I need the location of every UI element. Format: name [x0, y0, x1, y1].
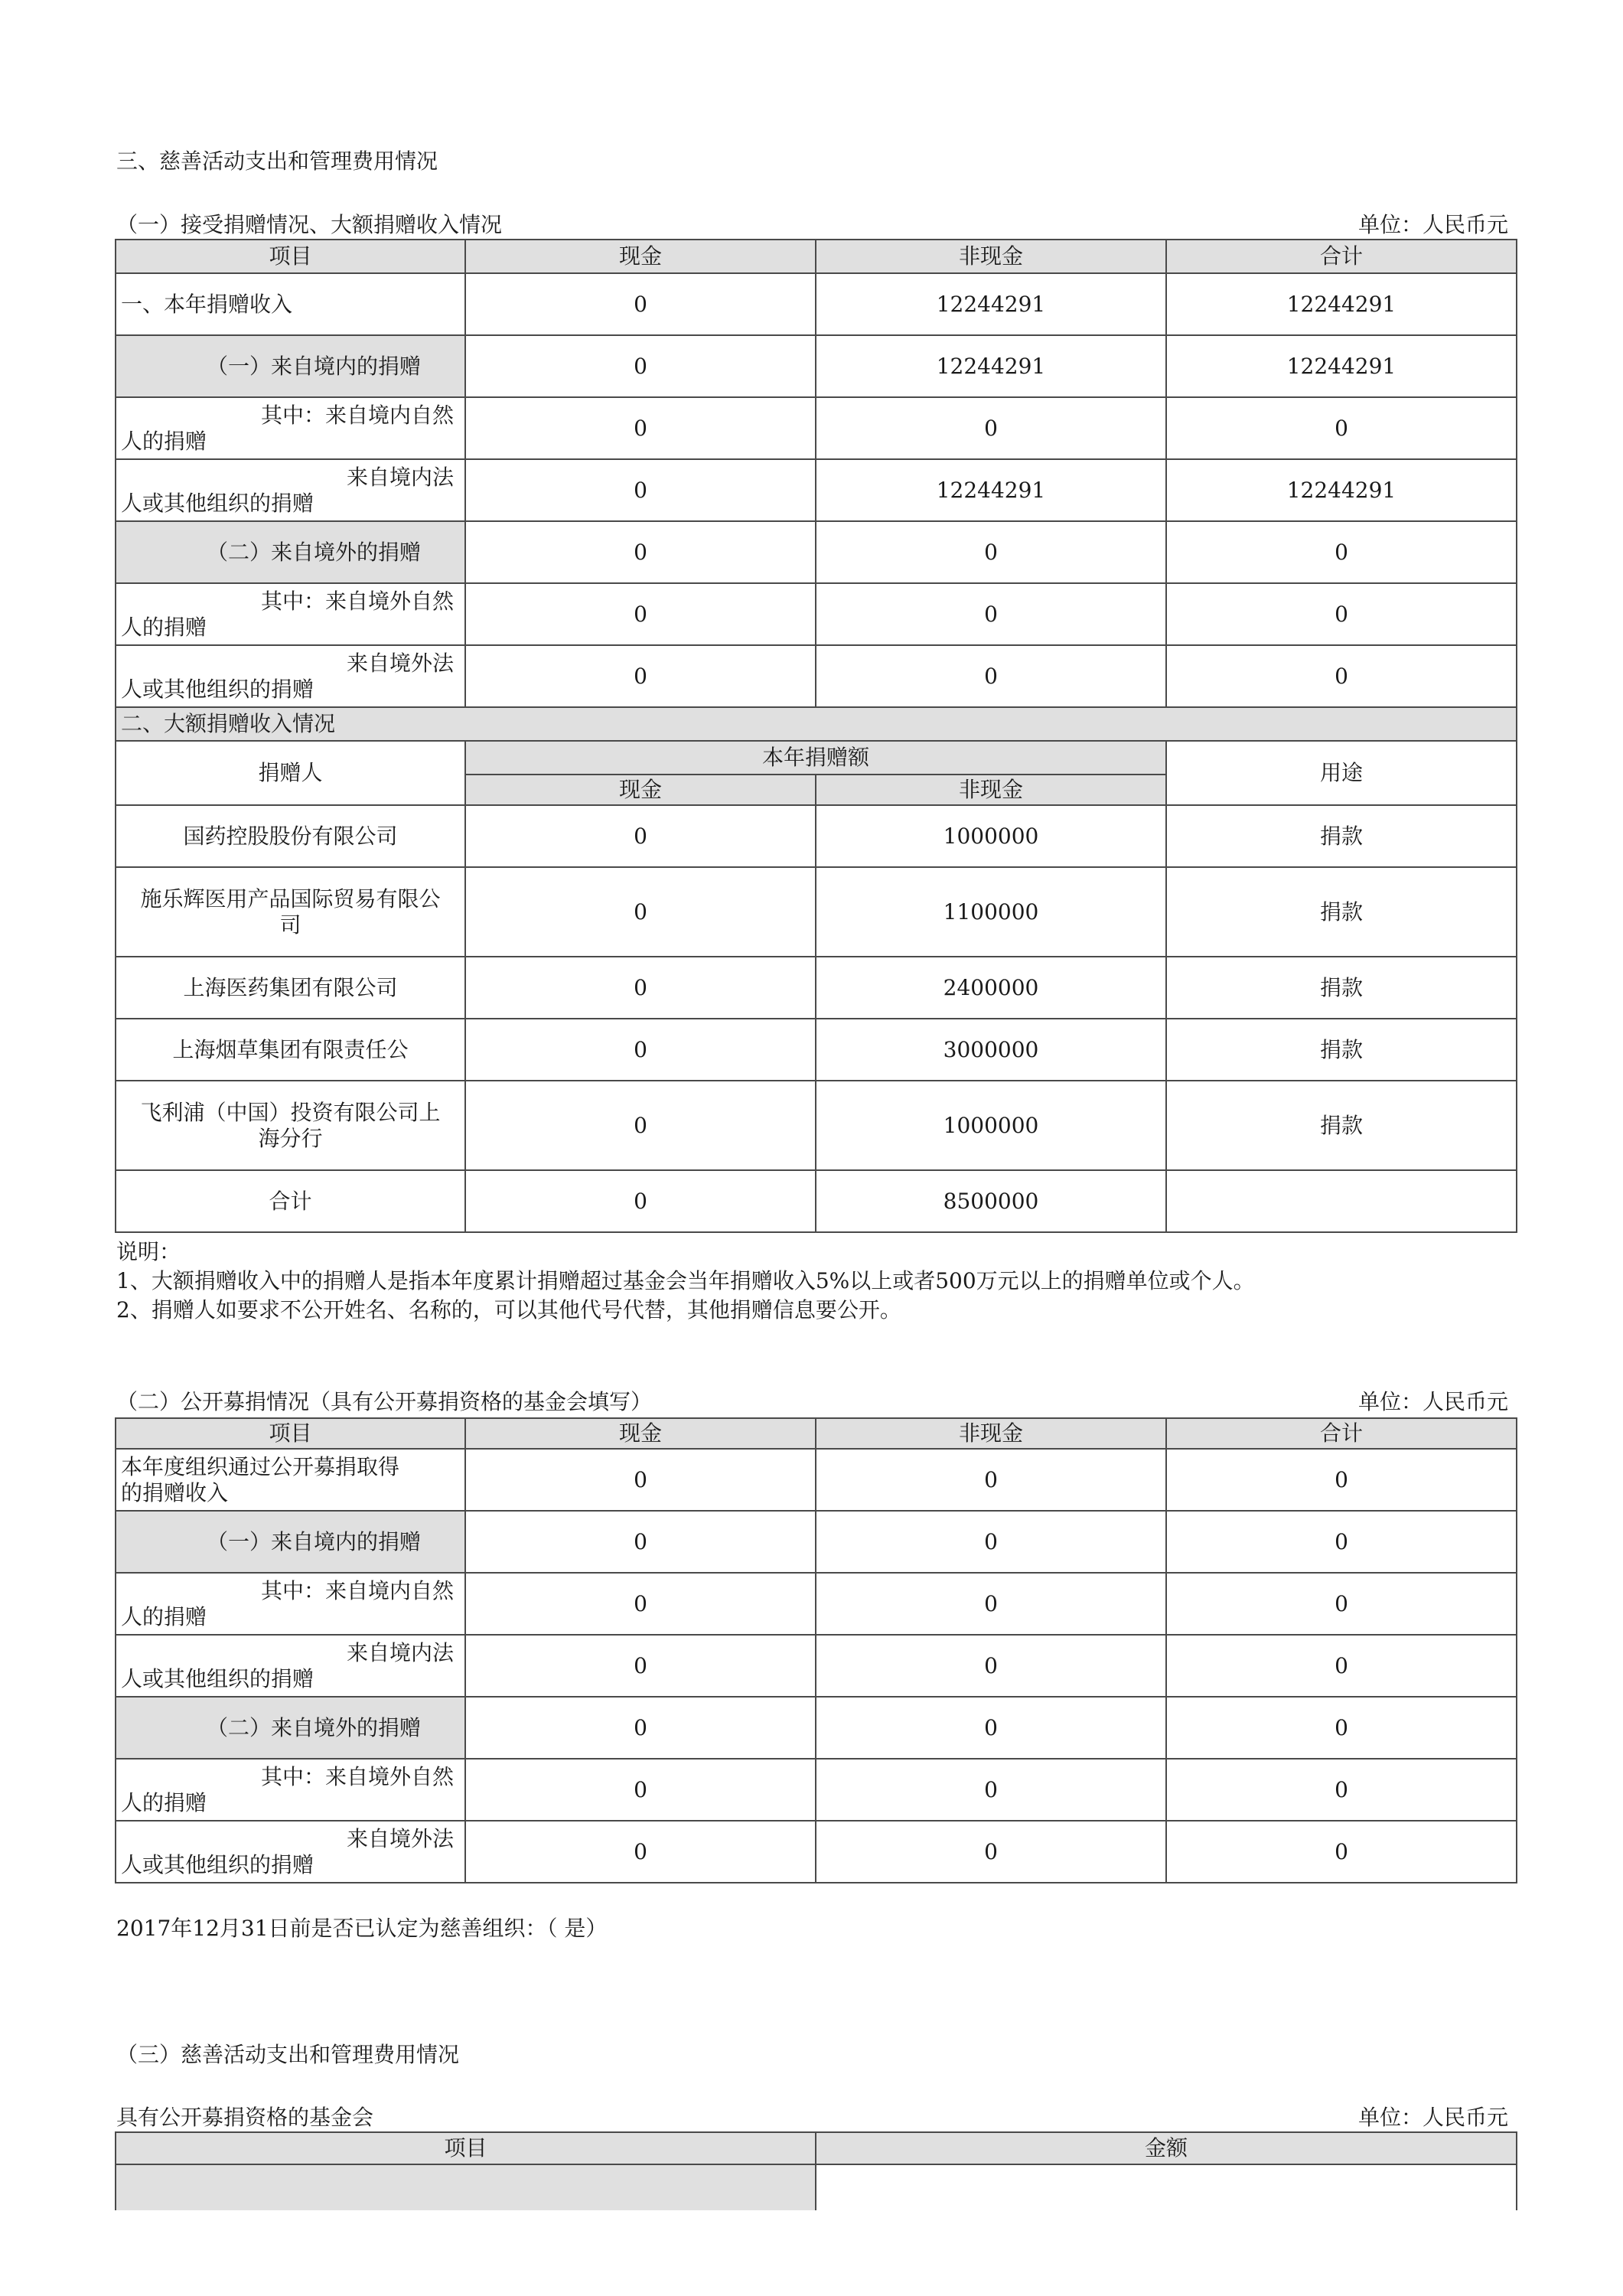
col-header-cash: 现金	[465, 1418, 816, 1449]
table-row	[116, 521, 1517, 583]
donor-noncash: 1000000	[816, 1081, 1166, 1170]
donor-cash: 0	[465, 957, 816, 1019]
cell-cash: 0	[465, 1759, 816, 1821]
large-donation-title: 二、大额捐赠收入情况	[116, 707, 1517, 741]
donor-use: 捐款	[1166, 1019, 1517, 1081]
table-header-row	[116, 1418, 1517, 1449]
row-label-split	[116, 1821, 465, 1883]
donor-total-label: 合计	[116, 1170, 465, 1232]
cell-noncash: 0	[816, 521, 1166, 583]
row-label-top: 其中：来自境内自然	[260, 402, 454, 428]
row-label-bottom: 人或其他组织的捐赠	[121, 490, 314, 516]
donor-noncash: 1000000	[816, 805, 1166, 867]
row-label-bottom: 人的捐赠	[121, 614, 207, 640]
donor-row	[116, 1019, 1517, 1081]
row-label-top: 来自境外法	[346, 1825, 454, 1851]
col-header-noncash: 非现金	[816, 240, 1166, 273]
donor-name: 飞利浦（中国）投资有限公司上海分行	[116, 1081, 465, 1170]
row-label-split	[116, 1449, 465, 1511]
cell-total: 0	[1166, 1511, 1517, 1573]
row-label-split	[116, 583, 465, 645]
cell-total: 0	[1166, 1635, 1517, 1697]
cell-cash: 0	[465, 273, 816, 335]
row-label-split	[116, 1635, 465, 1697]
table-header-row	[116, 2132, 1517, 2164]
col-header-item: 项目	[116, 240, 465, 273]
cell-total: 0	[1166, 1697, 1517, 1759]
cell-total: 12244291	[1166, 459, 1517, 521]
row-label-top: 来自境内法	[346, 464, 454, 490]
donor-row	[116, 957, 1517, 1019]
table-row	[116, 583, 1517, 645]
cell-noncash: 12244291	[816, 335, 1166, 397]
donor-cash: 0	[465, 1019, 816, 1081]
row-label-bottom: 人的捐赠	[121, 1603, 207, 1629]
donor-cash: 0	[465, 1081, 816, 1170]
notes-title: 说明：	[116, 1239, 181, 1264]
col-header-use: 用途	[1166, 741, 1517, 805]
donor-cash: 0	[465, 867, 816, 957]
donor-name: 上海医药集团有限公司	[116, 957, 465, 1019]
part1-unit: 单位：人民币元	[1357, 212, 1508, 237]
table-row	[116, 1573, 1517, 1635]
row-label-split	[116, 397, 465, 459]
cell-total: 0	[1166, 397, 1517, 459]
donor-name: 施乐辉医用产品国际贸易有限公司	[116, 867, 465, 957]
row-label-split	[116, 459, 465, 521]
cell-amount	[816, 2164, 1517, 2210]
cell-total: 12244291	[1166, 273, 1517, 335]
row-label-split	[116, 1573, 465, 1635]
col-header-cash: 现金	[465, 240, 816, 273]
row-label-bottom: 人的捐赠	[121, 428, 207, 454]
cell-noncash: 0	[816, 1573, 1166, 1635]
section-title: 三、慈善活动支出和管理费用情况	[116, 148, 438, 174]
cell-total: 0	[1166, 1449, 1517, 1511]
cell-noncash: 0	[816, 1759, 1166, 1821]
donor-cash: 0	[465, 805, 816, 867]
cell-cash: 0	[465, 521, 816, 583]
cell-total: 12244291	[1166, 335, 1517, 397]
cell-total: 0	[1166, 1821, 1517, 1883]
part1-title: （一）接受捐赠情况、大额捐赠收入情况	[116, 212, 503, 237]
cell-total: 0	[1166, 645, 1517, 707]
table-row	[116, 335, 1517, 397]
col-header-item: 项目	[116, 1418, 465, 1449]
row-label-top: 来自境内法	[346, 1639, 454, 1665]
table-row	[116, 397, 1517, 459]
cell-noncash: 12244291	[816, 273, 1166, 335]
table-row	[116, 645, 1517, 707]
row-label: （一）来自境内的捐赠	[116, 1511, 465, 1573]
donor-row	[116, 867, 1517, 957]
note-2: 2、捐赠人如要求不公开姓名、名称的，可以其他代号代替，其他捐赠信息要公开。	[116, 1297, 901, 1322]
cell-noncash: 0	[816, 1511, 1166, 1573]
cell-cash: 0	[465, 1449, 816, 1511]
large-donation-section-row	[116, 707, 1517, 741]
row-label	[116, 2164, 816, 2210]
cell-noncash: 0	[816, 583, 1166, 645]
row-label: （一）来自境内的捐赠	[116, 335, 465, 397]
cell-total: 0	[1166, 521, 1517, 583]
col-header-total: 合计	[1166, 240, 1517, 273]
cell-cash: 0	[465, 645, 816, 707]
donor-total-row	[116, 1170, 1517, 1232]
table-row	[116, 459, 1517, 521]
donor-use: 捐款	[1166, 957, 1517, 1019]
row-label-top: 来自境外法	[346, 650, 454, 676]
donor-noncash: 2400000	[816, 957, 1166, 1019]
cell-cash: 0	[465, 1635, 816, 1697]
col-header-noncash: 非现金	[816, 1418, 1166, 1449]
cell-noncash: 0	[816, 397, 1166, 459]
row-label-top: 本年度组织通过公开募捐取得	[121, 1453, 400, 1479]
cell-total: 0	[1166, 1759, 1517, 1821]
donor-row	[116, 1081, 1517, 1170]
row-label-split	[116, 1759, 465, 1821]
row-label-top: 其中：来自境内自然	[260, 1577, 454, 1603]
row-label-bottom: 人或其他组织的捐赠	[121, 676, 314, 702]
donor-use: 捐款	[1166, 805, 1517, 867]
part2-unit: 单位：人民币元	[1357, 1389, 1508, 1414]
col-header-noncash: 非现金	[816, 775, 1166, 805]
part3-subtitle: 具有公开募捐资格的基金会	[116, 2105, 374, 2130]
table-row	[116, 2164, 1517, 2210]
donation-income-table	[115, 239, 1517, 1233]
row-label: （二）来自境外的捐赠	[116, 521, 465, 583]
cell-cash: 0	[465, 459, 816, 521]
cell-noncash: 0	[816, 645, 1166, 707]
row-label: 一、本年捐赠收入	[116, 273, 465, 335]
large-header-row	[116, 741, 1517, 775]
table-row	[116, 1697, 1517, 1759]
cell-cash: 0	[465, 583, 816, 645]
cell-cash: 0	[465, 1573, 816, 1635]
part2-title: （二）公开募捐情况（具有公开募捐资格的基金会填写）	[116, 1389, 653, 1414]
note-1: 1、大额捐赠收入中的捐赠人是指本年度累计捐赠超过基金会当年捐赠收入5%以上或者500万元以上的捐赠单位或个人。	[116, 1268, 1255, 1293]
donor-noncash: 3000000	[816, 1019, 1166, 1081]
table-row	[116, 1759, 1517, 1821]
part3-unit: 单位：人民币元	[1357, 2105, 1508, 2130]
cell-noncash: 0	[816, 1697, 1166, 1759]
table-header-row	[116, 240, 1517, 273]
row-label-bottom: 人或其他组织的捐赠	[121, 1665, 314, 1691]
part3-title: （三）慈善活动支出和管理费用情况	[116, 2042, 460, 2067]
cell-cash: 0	[465, 1821, 816, 1883]
col-header-donor: 捐赠人	[116, 741, 465, 805]
recognition-statement: 2017年12月31日前是否已认定为慈善组织：（ 是）	[116, 1916, 608, 1941]
col-header-total: 合计	[1166, 1418, 1517, 1449]
cell-cash: 0	[465, 397, 816, 459]
donor-noncash: 1100000	[816, 867, 1166, 957]
row-label: （二）来自境外的捐赠	[116, 1697, 465, 1759]
row-label-bottom: 人的捐赠	[121, 1789, 207, 1815]
col-header-amount: 本年捐赠额	[465, 741, 1166, 775]
row-label-split	[116, 645, 465, 707]
row-label-top: 其中：来自境外自然	[260, 588, 454, 614]
cell-noncash: 12244291	[816, 459, 1166, 521]
cell-noncash: 0	[816, 1635, 1166, 1697]
cell-noncash: 0	[816, 1449, 1166, 1511]
table-row	[116, 1821, 1517, 1883]
col-header-item: 项目	[116, 2132, 816, 2164]
donor-total-noncash: 8500000	[816, 1170, 1166, 1232]
row-label-top: 其中：来自境外自然	[260, 1763, 454, 1789]
cell-noncash: 0	[816, 1821, 1166, 1883]
table-row	[116, 1449, 1517, 1511]
public-fundraising-table	[115, 1417, 1517, 1883]
donor-name: 国药控股股份有限公司	[116, 805, 465, 867]
cell-total: 0	[1166, 583, 1517, 645]
donor-total-cash: 0	[465, 1170, 816, 1232]
expense-table	[115, 2131, 1517, 2210]
donor-total-use	[1166, 1170, 1517, 1232]
cell-cash: 0	[465, 1511, 816, 1573]
cell-cash: 0	[465, 335, 816, 397]
donor-use: 捐款	[1166, 1081, 1517, 1170]
col-header-amount: 金额	[816, 2132, 1517, 2164]
table-row	[116, 1511, 1517, 1573]
donor-name: 上海烟草集团有限责任公	[116, 1019, 465, 1081]
donor-row	[116, 805, 1517, 867]
row-label-bottom: 人或其他组织的捐赠	[121, 1851, 314, 1877]
table-row	[116, 1635, 1517, 1697]
cell-total: 0	[1166, 1573, 1517, 1635]
table-row	[116, 273, 1517, 335]
cell-cash: 0	[465, 1697, 816, 1759]
col-header-cash: 现金	[465, 775, 816, 805]
donor-use: 捐款	[1166, 867, 1517, 957]
row-label-bottom: 的捐赠收入	[121, 1479, 229, 1505]
